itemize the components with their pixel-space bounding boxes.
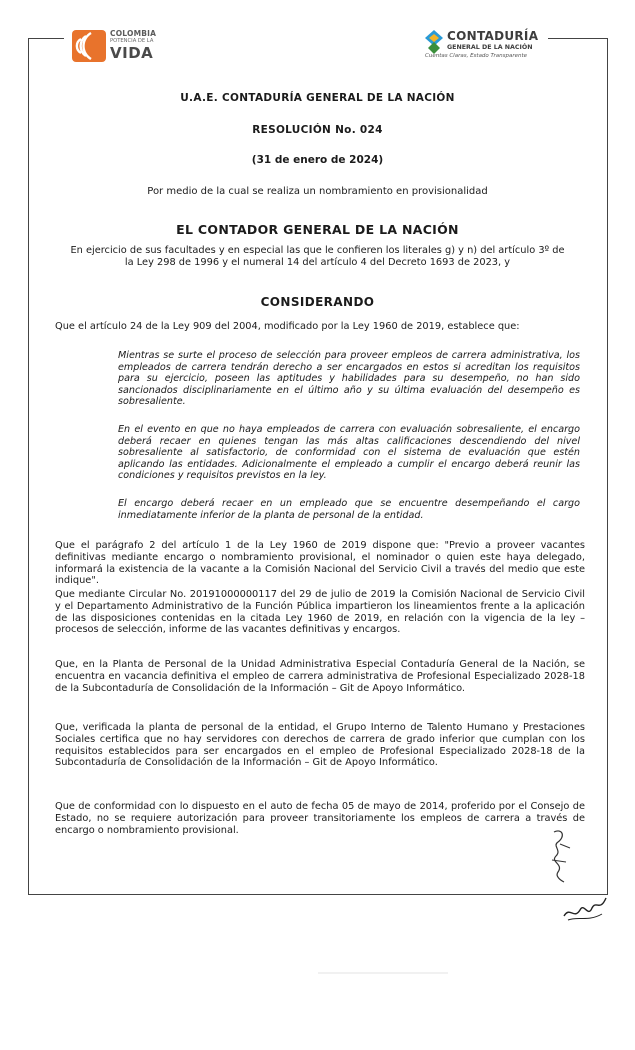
authority-heading: EL CONTADOR GENERAL DE LA NACIÓN <box>176 222 459 237</box>
initials-signature-icon <box>540 826 580 886</box>
resolution-number: RESOLUCIÓN No. 024 <box>252 124 383 136</box>
logo-vida-text: VIDA <box>110 44 154 62</box>
colombia-potencia-logo-icon <box>72 30 106 62</box>
logo-colombia-text: COLOMBIA <box>110 29 157 38</box>
paragraph-circular: Que mediante Circular No. 20191000000117 del 29 de julio de 2019 la Comisión Nacional de Servicio Civil y el Departamento Administrativo de la Función Pública impartieron los lineamientos frente a la aplicación de las disposiciones contenidas en la citada Ley 1960 de 2019, en relación con la vigencia de la ley – procesos de selección, informe de las vacantes definitivas y encargos. <box>55 589 585 636</box>
quote-paragraph-3: El encargo deberá recaer en un empleado que se encuentre desempeñando el cargo inmediatamente inferior de la planta de personal de la entidad. <box>118 498 580 521</box>
logo-potencia-text: POTENCIA DE LA <box>110 38 154 44</box>
quote-paragraph-2: En el evento en que no haya empleados de carrera con evaluación sobresaliente, el encargo deberá recaer en quienes tengan las más altas calificaciones descendiendo del nivel sobresaliente al satisfactorio, de conformidad con el sistema de evaluación que estén aplicando las entidades. Adicionalmente el empleado a cumplir el encargo deberá reunir las condiciones y requisitos previstos en la ley. <box>118 424 580 482</box>
paragraph-ley-1960: Que el parágrafo 2 del artículo 1 de la Ley 1960 de 2019 dispone que: "Previo a proveer vacantes definitivas mediante encargo o nombramiento provisional, el nominador o quien este haya delegado, informará la existencia de la vacante a la Comisión Nacional del Servicio Civil a través del medio que este indique". <box>55 540 585 587</box>
logo-contaduria-text: CONTADURÍA <box>447 29 539 43</box>
logo-general-nacion-text: GENERAL DE LA NACIÓN <box>447 44 533 51</box>
scan-smudge <box>318 972 448 974</box>
considering-heading: CONSIDERANDO <box>260 295 375 309</box>
paragraph-vacancia: Que, en la Planta de Personal de la Unidad Administrativa Especial Contaduría General de la Nación, se encuentra en vacancia definitiva el empleo de carrera administrativa de Profesional Especializado 2028-18 de la Subcontaduría de Consolidación de la Información – Git de Apoyo Informático. <box>55 659 585 694</box>
resolution-date: (31 de enero de 2024) <box>251 154 384 166</box>
contaduria-logo-icon <box>425 30 443 54</box>
quote-paragraph-1: Mientras se surte el proceso de selección para proveer empleos de carrera administrativa, los empleados de carrera tendrán derecho a ser encargados en estos si acreditan los requisitos para su ejercicio, poseen las aptitudes y habilidades para su desempeño, no han sido sancionados disciplinariamente en el último año y su última evaluación del desempeño es sobresaliente. <box>118 350 580 408</box>
handwritten-signature-icon <box>560 890 610 926</box>
logo-slogan-text: Cuentas Claras, Estado Transparente <box>425 53 527 59</box>
paragraph-consejo-estado: Que de conformidad con lo dispuesto en el auto de fecha 05 de mayo de 2014, proferido por el Consejo de Estado, no se requiere autorización para proveer transitoriamente los empleos de carrera a través de encargo o nombramiento provisional. <box>55 801 585 836</box>
colombia-potencia-logo <box>72 28 182 64</box>
paragraph-talento-humano: Que, verificada la planta de personal de la entidad, el Grupo Interno de Talento Humano y Prestaciones Sociales certifica que no hay servidores con derechos de carrera de grado inferior que cumplan con los requisitos establecidos para ser encargados en el empleo de Profesional Especializado 2028-18 de la Subcontaduría de Consolidación de la Información – Git de Apoyo Informático. <box>55 722 585 769</box>
faculties-text: En ejercicio de sus facultades y en especial las que le confieren los literales g) y n) del artículo 3º de la Ley 298 de 1996 y el numeral 14 del artículo 4 del Decreto 1693 de 2023, y <box>70 245 565 268</box>
contaduria-logo <box>425 28 555 64</box>
entity-heading: U.A.E. CONTADURÍA GENERAL DE LA NACIÓN <box>180 92 455 104</box>
resolution-subject: Por medio de la cual se realiza un nombramiento en provisionalidad <box>147 186 488 197</box>
paragraph-ley-909: Que el artículo 24 de la Ley 909 del 2004, modificado por la Ley 1960 de 2019, establece que: <box>55 321 520 332</box>
